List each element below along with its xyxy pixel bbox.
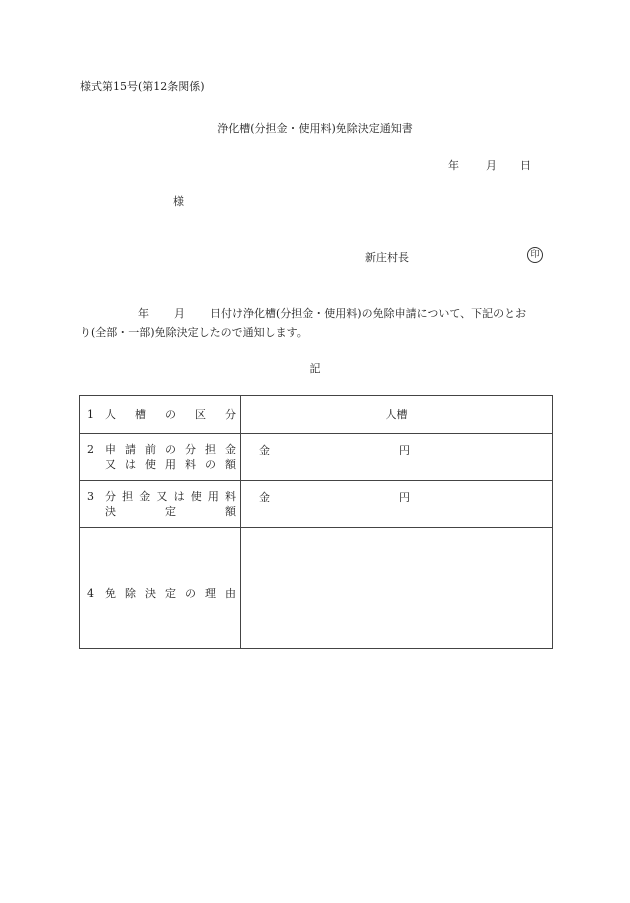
- label-char: は: [173, 490, 185, 503]
- table-row: [80, 481, 553, 528]
- label-char: 前: [145, 443, 156, 456]
- addressee-honorific: 様: [173, 195, 184, 208]
- label-cell: [80, 528, 241, 649]
- row-number: 2: [87, 443, 94, 456]
- label-char: 人: [105, 408, 116, 421]
- label-line: [105, 588, 236, 599]
- label-char: 免: [105, 586, 116, 600]
- value-cell[interactable]: [241, 481, 553, 528]
- value-cell[interactable]: [241, 396, 553, 434]
- label-char: 除: [125, 586, 136, 600]
- label-char: 担: [122, 490, 134, 503]
- label-line: [105, 409, 236, 420]
- label-char: 決: [145, 586, 156, 600]
- date-day-label: 日: [520, 159, 531, 172]
- label-char: 由: [225, 586, 236, 600]
- date-month-label: 月: [486, 159, 497, 172]
- label-char: 槽: [135, 408, 146, 421]
- label-line: [105, 459, 236, 470]
- en-label: 円: [399, 444, 410, 457]
- label-char: 決: [105, 505, 116, 518]
- body-year: 年: [138, 307, 149, 320]
- label-char: の: [185, 586, 196, 600]
- label-char: は: [125, 458, 136, 471]
- label-char: 分: [225, 408, 236, 421]
- label-line: [105, 444, 236, 455]
- label-char: の: [205, 458, 216, 471]
- label-char: 請: [125, 443, 136, 456]
- label-char: 分: [105, 490, 116, 503]
- tank-capacity-unit: 人槽: [385, 408, 408, 421]
- kin-label: 金: [259, 444, 270, 457]
- label-char: 申: [105, 443, 116, 456]
- label-char: 担: [205, 443, 216, 456]
- row-number: 3: [87, 490, 94, 503]
- document-title: 浄化槽(分担金・使用料)免除決定通知書: [217, 122, 413, 135]
- row-number: 4: [87, 586, 94, 600]
- label-char: 金: [225, 443, 236, 456]
- row-number: 1: [87, 408, 94, 421]
- label-char: 分: [185, 443, 196, 456]
- reason-value-cell[interactable]: [241, 528, 553, 649]
- label-char: 定: [165, 505, 176, 518]
- en-label: 円: [399, 491, 410, 504]
- label-char: 額: [225, 458, 236, 471]
- label-cell: [80, 396, 241, 434]
- label-char: 料: [224, 490, 236, 503]
- label-char: 又: [156, 490, 168, 503]
- body-line-2: り(全部・一部)免除決定したので通知します。: [80, 326, 308, 339]
- form-number: 様式第15号(第12条関係): [80, 80, 205, 93]
- label-char: 用: [165, 458, 176, 471]
- label-char: の: [165, 443, 176, 456]
- label-char: 又: [105, 458, 116, 471]
- table-row: [80, 528, 553, 649]
- kin-label: 金: [259, 491, 270, 504]
- label-char: の: [165, 408, 176, 421]
- label-cell: [80, 481, 241, 528]
- body-text: 日付け浄化槽(分担金・使用料)の免除申請について、下記のとお: [210, 307, 527, 320]
- label-char: 理: [205, 586, 216, 600]
- seal-mark: 印: [527, 247, 543, 263]
- label-char: 区: [195, 408, 206, 421]
- body-month: 月: [174, 307, 185, 320]
- issuer-name: 新庄村長: [365, 251, 409, 264]
- label-char: 額: [225, 505, 236, 518]
- label-line: [105, 506, 236, 517]
- label-char: 定: [165, 586, 176, 600]
- table-row: [80, 396, 553, 434]
- details-table: [79, 395, 553, 649]
- table-row: [80, 434, 553, 481]
- label-char: 料: [185, 458, 196, 471]
- label-char: 金: [139, 490, 151, 503]
- label-char: 用: [207, 490, 219, 503]
- label-cell: [80, 434, 241, 481]
- label-line: [105, 491, 236, 502]
- date-year-label: 年: [448, 159, 459, 172]
- label-char: 使: [190, 490, 202, 503]
- ki-label: 記: [309, 362, 321, 375]
- value-cell[interactable]: [241, 434, 553, 481]
- label-char: 使: [145, 458, 156, 471]
